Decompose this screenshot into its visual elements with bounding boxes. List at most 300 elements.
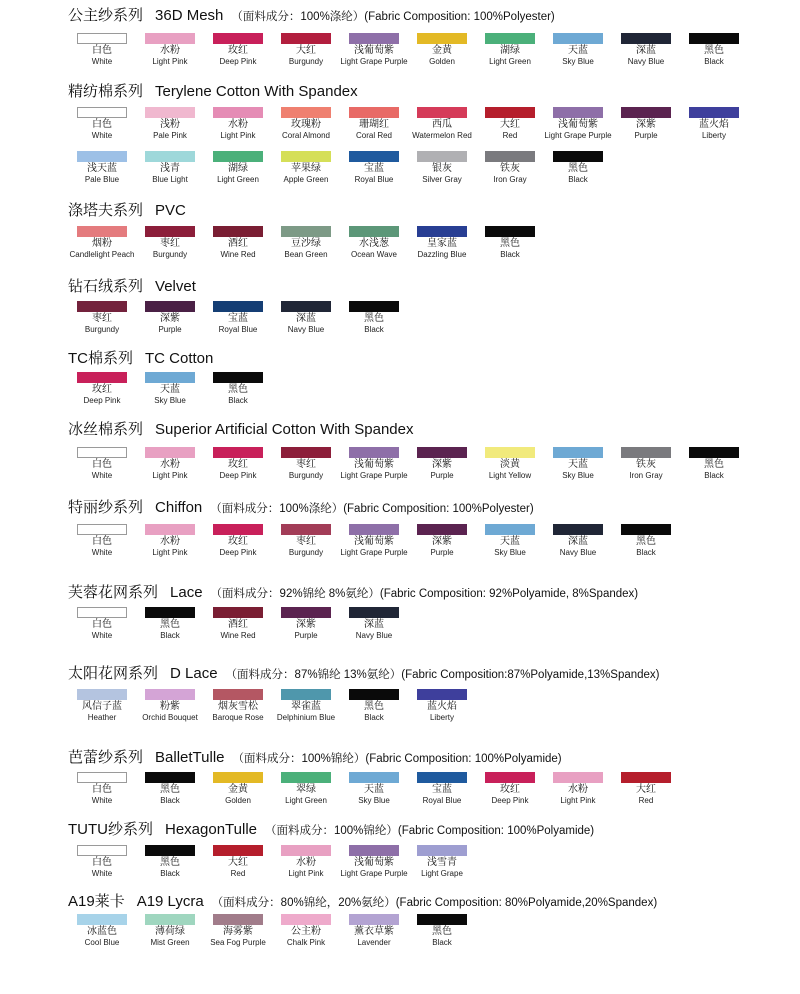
color-swatch [204, 372, 272, 406]
color-name-cn: 黑色 [432, 926, 452, 937]
color-name-cn: 枣红 [92, 313, 112, 324]
color-swatch [340, 845, 408, 879]
fabric-composition-note: （面料成分：92%锦纶 8%氨纶）(Fabric Composition: 92%Polyamide, 8%Spandex) [210, 588, 639, 600]
color-name-en: White [91, 548, 113, 557]
color-chip [621, 33, 671, 44]
color-name-cn: 大红 [228, 857, 248, 868]
color-name-en: Light Yellow [488, 471, 532, 480]
color-swatch [136, 151, 204, 185]
series-title-en: Terylene Cotton With Spandex [155, 83, 358, 100]
color-swatch [408, 914, 476, 948]
color-name-cn: 白色 [92, 536, 112, 547]
color-swatch [612, 107, 680, 141]
fabric-composition-note: （面料成分：100%涤纶）(Fabric Composition: 100%Polyester) [210, 503, 534, 515]
color-chip [349, 447, 399, 458]
color-name-en: Coral Red [355, 131, 392, 140]
color-swatch [272, 689, 340, 723]
color-chip [77, 301, 127, 312]
fabric-composition-note: （面料成分：80%锦纶，20%氨纶）(Fabric Composition: 80%Polyamide,20%Spandex) [211, 897, 658, 909]
color-name-cn: 翠雀蓝 [291, 701, 321, 712]
color-swatch [136, 845, 204, 879]
color-swatch [408, 447, 476, 481]
series-title-en: 36D Mesh [155, 7, 224, 24]
color-swatch [68, 689, 136, 723]
color-swatch [612, 447, 680, 481]
color-swatch [340, 301, 408, 335]
color-swatch [272, 151, 340, 185]
color-name-cn: 水粉 [160, 536, 180, 547]
color-swatch [68, 372, 136, 406]
color-swatch [204, 226, 272, 260]
color-swatch [408, 772, 476, 806]
color-chip [553, 524, 603, 535]
color-swatch [68, 845, 136, 879]
color-name-en: White [91, 471, 113, 480]
color-swatch [476, 772, 544, 806]
color-chip [281, 772, 331, 783]
color-swatch [68, 107, 136, 141]
color-chip [145, 914, 195, 925]
color-name-cn: 浅天蓝 [87, 163, 117, 174]
color-chip [145, 107, 195, 118]
color-name-en: Purple [158, 325, 182, 334]
color-name-cn: 大红 [296, 45, 316, 56]
series-heading [68, 351, 213, 367]
color-name-en: Purple [430, 471, 454, 480]
color-name-en: Royal Blue [354, 175, 394, 184]
color-chip [145, 33, 195, 44]
color-name-cn: 浅雪青 [427, 857, 457, 868]
color-name-en: Sky Blue [154, 396, 186, 405]
color-name-cn: 薄荷绿 [155, 926, 185, 937]
color-name-cn: 风信子蓝 [82, 701, 122, 712]
color-swatch [476, 524, 544, 558]
series-heading [68, 666, 660, 682]
color-swatch [136, 914, 204, 948]
series-title-en: Velvet [155, 278, 196, 295]
color-swatch [544, 447, 612, 481]
color-swatch [204, 772, 272, 806]
color-chip [213, 524, 263, 535]
color-name-en: Bean Green [284, 250, 328, 259]
color-name-cn: 烟灰雪松 [218, 701, 258, 712]
color-chip [213, 607, 263, 618]
color-chip [77, 689, 127, 700]
color-chip [485, 226, 535, 237]
color-name-en: Navy Blue [287, 325, 325, 334]
color-swatch [340, 524, 408, 558]
color-swatch [204, 301, 272, 335]
color-name-cn: 烟粉 [92, 238, 112, 249]
color-chip [77, 33, 127, 44]
color-chip [485, 33, 535, 44]
color-name-cn: 铁灰 [636, 459, 656, 470]
color-chip [621, 447, 671, 458]
series-heading [68, 279, 196, 295]
color-swatch [680, 107, 748, 141]
color-name-cn: 薰衣草紫 [354, 926, 394, 937]
color-chip [349, 151, 399, 162]
color-swatch [680, 447, 748, 481]
color-swatch [68, 151, 136, 185]
series-title-cn: 冰丝棉系列 [68, 421, 144, 438]
color-name-en: White [91, 796, 113, 805]
color-name-cn: 苹果绿 [291, 163, 321, 174]
color-name-cn: 浅葡萄紫 [354, 536, 394, 547]
color-swatch [136, 607, 204, 641]
color-chip [145, 845, 195, 856]
color-chip [281, 447, 331, 458]
color-name-cn: 白色 [92, 619, 112, 630]
color-swatch [136, 447, 204, 481]
color-name-en: Liberty [429, 713, 454, 722]
color-name-cn: 深紫 [296, 619, 316, 630]
color-chip [213, 372, 263, 383]
color-name-en: Light Grape Purple [544, 131, 612, 140]
color-name-cn: 深紫 [636, 119, 656, 130]
color-name-en: Delphinium Blue [276, 713, 336, 722]
color-swatch [272, 845, 340, 879]
color-swatch [340, 226, 408, 260]
color-swatch [272, 226, 340, 260]
color-name-cn: 黑色 [364, 313, 384, 324]
color-swatch [136, 33, 204, 67]
color-name-cn: 黑色 [160, 857, 180, 868]
color-name-cn: 水浅葱 [359, 238, 389, 249]
color-name-cn: 枣红 [160, 238, 180, 249]
color-chip [281, 845, 331, 856]
color-swatch [408, 151, 476, 185]
color-chip [349, 33, 399, 44]
color-chip [281, 226, 331, 237]
color-name-en: Light Pink [560, 796, 596, 805]
fabric-composition-note: （面料成分：100%涤纶）(Fabric Composition: 100%Polyester) [231, 11, 555, 23]
color-swatch [544, 33, 612, 67]
color-chip [213, 107, 263, 118]
series-heading [68, 203, 186, 219]
color-name-en: Apple Green [283, 175, 329, 184]
color-name-en: Burgundy [288, 548, 324, 557]
color-name-cn: 蓝火焰 [427, 701, 457, 712]
color-chip [553, 33, 603, 44]
color-chip [281, 151, 331, 162]
color-name-cn: 水粉 [228, 119, 248, 130]
color-name-cn: 天蓝 [568, 459, 588, 470]
color-name-en: Deep Pink [219, 57, 257, 66]
color-swatch [340, 689, 408, 723]
color-chip [77, 151, 127, 162]
color-swatch [544, 107, 612, 141]
color-swatch [68, 607, 136, 641]
color-chip [689, 107, 739, 118]
color-chip [689, 447, 739, 458]
swatch-row [68, 447, 748, 487]
color-name-cn: 海雾紫 [223, 926, 253, 937]
color-chip [281, 607, 331, 618]
color-chip [145, 772, 195, 783]
color-swatch [68, 772, 136, 806]
color-name-en: Wine Red [220, 631, 256, 640]
color-name-en: Purple [294, 631, 318, 640]
color-chip [417, 914, 467, 925]
swatch-row [68, 524, 680, 564]
color-chip [281, 689, 331, 700]
color-swatch [272, 33, 340, 67]
color-swatch [272, 301, 340, 335]
color-chip [213, 226, 263, 237]
color-swatch [136, 107, 204, 141]
color-swatch [476, 107, 544, 141]
color-name-en: Light Grape Purple [340, 869, 408, 878]
swatch-row [68, 151, 612, 191]
series-heading [68, 500, 534, 516]
color-name-cn: 深紫 [432, 459, 452, 470]
swatch-row [68, 372, 272, 412]
color-name-cn: 浅青 [160, 163, 180, 174]
color-swatch [272, 772, 340, 806]
color-swatch [408, 524, 476, 558]
color-name-en: Light Pink [152, 57, 188, 66]
color-name-en: White [91, 57, 113, 66]
color-name-cn: 白色 [92, 784, 112, 795]
color-name-en: Coral Almond [281, 131, 331, 140]
color-name-cn: 淡黄 [500, 459, 520, 470]
color-swatch [204, 845, 272, 879]
color-name-en: Wine Red [220, 250, 256, 259]
color-chip [281, 914, 331, 925]
color-swatch [136, 226, 204, 260]
color-name-cn: 玫红 [228, 459, 248, 470]
color-chip [553, 447, 603, 458]
color-swatch [408, 689, 476, 723]
color-name-en: White [91, 131, 113, 140]
color-name-en: Light Pink [152, 548, 188, 557]
color-name-en: Chalk Pink [286, 938, 326, 947]
color-name-cn: 白色 [92, 119, 112, 130]
color-name-cn: 黑色 [704, 459, 724, 470]
series-title-cn: TUTU纱系列 [68, 821, 153, 838]
color-name-cn: 深蓝 [296, 313, 316, 324]
color-name-cn: 天蓝 [568, 45, 588, 56]
color-name-cn: 黑色 [228, 384, 248, 395]
color-name-en: Light Green [489, 57, 531, 66]
color-chip [213, 447, 263, 458]
color-name-en: Dazzling Blue [417, 250, 467, 259]
color-chip [417, 524, 467, 535]
color-name-cn: 黑色 [568, 163, 588, 174]
color-chip [349, 689, 399, 700]
color-swatch [68, 524, 136, 558]
color-name-en: Deep Pink [219, 548, 257, 557]
color-name-cn: 珊瑚红 [359, 119, 389, 130]
color-name-en: Sea Fog Purple [210, 938, 266, 947]
color-chip [417, 447, 467, 458]
color-name-en: Light Green [285, 796, 327, 805]
color-name-en: Candlelight Peach [69, 250, 135, 259]
color-name-cn: 黑色 [364, 701, 384, 712]
color-chip [689, 33, 739, 44]
color-swatch [136, 689, 204, 723]
color-name-cn: 黑色 [636, 536, 656, 547]
series-title-cn: 公主纱系列 [68, 7, 144, 24]
color-swatch [136, 372, 204, 406]
color-name-cn: 玫红 [500, 784, 520, 795]
color-chip [349, 107, 399, 118]
color-chip [145, 301, 195, 312]
series-title-cn: 特丽纱系列 [68, 499, 144, 516]
series-title-en: D Lace [170, 665, 218, 682]
color-name-en: Burgundy [84, 325, 120, 334]
color-name-en: Watermelon Red [412, 131, 472, 140]
color-name-en: Navy Blue [355, 631, 393, 640]
color-name-cn: 金黄 [228, 784, 248, 795]
color-swatch [340, 151, 408, 185]
color-swatch [408, 33, 476, 67]
color-swatch [204, 607, 272, 641]
color-name-cn: 枣红 [296, 536, 316, 547]
series-title-en: BalletTulle [155, 749, 225, 766]
color-name-en: Golden [225, 796, 251, 805]
color-name-cn: 玫红 [228, 536, 248, 547]
color-name-cn: 湖绿 [500, 45, 520, 56]
color-swatch [68, 914, 136, 948]
color-name-cn: 浅葡萄紫 [354, 459, 394, 470]
color-name-cn: 蓝火焰 [699, 119, 729, 130]
color-name-en: Silver Gray [422, 175, 462, 184]
series-title-en: TC Cotton [145, 350, 214, 367]
color-name-en: Black [500, 250, 520, 259]
series-heading [68, 8, 555, 24]
color-name-en: Navy Blue [559, 548, 597, 557]
series-title-cn: 钻石绒系列 [68, 278, 144, 295]
color-name-en: Sky Blue [358, 796, 390, 805]
color-chip [417, 772, 467, 783]
fabric-composition-note: （面料成分：100%锦纶）(Fabric Composition: 100%Polyamide) [265, 825, 595, 837]
color-name-cn: 大红 [500, 119, 520, 130]
color-name-cn: 宝蓝 [364, 163, 384, 174]
color-name-en: Light Pink [152, 471, 188, 480]
color-name-cn: 深蓝 [364, 619, 384, 630]
color-swatch [136, 524, 204, 558]
color-name-en: Iron Gray [629, 471, 663, 480]
color-chip [349, 524, 399, 535]
color-name-en: Black [160, 869, 180, 878]
color-name-cn: 黑色 [160, 619, 180, 630]
color-chip [77, 524, 127, 535]
color-name-en: Lavender [357, 938, 391, 947]
color-name-cn: 宝蓝 [228, 313, 248, 324]
color-chip [553, 107, 603, 118]
series-heading [68, 84, 358, 100]
color-name-cn: 银灰 [432, 163, 452, 174]
color-name-en: Red [638, 796, 654, 805]
color-chip [77, 226, 127, 237]
series-title-cn: 精纺棉系列 [68, 83, 144, 100]
color-name-cn: 玫红 [228, 45, 248, 56]
series-title-en: HexagonTulle [165, 821, 257, 838]
color-chip [213, 845, 263, 856]
color-chip [77, 772, 127, 783]
color-name-en: Light Green [217, 175, 259, 184]
series-title-cn: A19莱卡 [68, 893, 125, 910]
color-name-en: Burgundy [152, 250, 188, 259]
color-chip [553, 151, 603, 162]
color-name-en: Black [704, 57, 724, 66]
color-name-cn: 黑色 [160, 784, 180, 795]
color-chip [485, 772, 535, 783]
color-name-en: Light Pink [220, 131, 256, 140]
color-chip [145, 524, 195, 535]
color-swatch [612, 524, 680, 558]
color-swatch [272, 607, 340, 641]
series-title-en: Lace [170, 584, 203, 601]
color-swatch [408, 107, 476, 141]
color-chip [349, 607, 399, 618]
color-name-en: Royal Blue [218, 325, 258, 334]
color-chip [621, 772, 671, 783]
color-name-cn: 水粉 [160, 459, 180, 470]
color-swatch [612, 33, 680, 67]
color-name-cn: 深紫 [432, 536, 452, 547]
series-title-en: A19 Lycra [136, 893, 204, 910]
color-name-cn: 玫红 [92, 384, 112, 395]
color-swatch [680, 33, 748, 67]
color-chip [213, 301, 263, 312]
color-chip [417, 107, 467, 118]
color-name-en: Black [364, 325, 384, 334]
color-name-en: Deep Pink [491, 796, 529, 805]
color-name-cn: 白色 [92, 857, 112, 868]
color-name-cn: 枣红 [296, 459, 316, 470]
color-swatch [204, 33, 272, 67]
color-name-cn: 水粉 [160, 45, 180, 56]
color-chip [349, 301, 399, 312]
series-heading [68, 750, 562, 766]
color-name-cn: 西瓜 [432, 119, 452, 130]
color-name-cn: 大红 [636, 784, 656, 795]
series-title-cn: 芙蓉花网系列 [68, 584, 159, 601]
color-name-en: Black [160, 796, 180, 805]
color-swatch [340, 914, 408, 948]
color-chip [77, 372, 127, 383]
color-chip [145, 151, 195, 162]
color-name-en: Light Grape Purple [340, 548, 408, 557]
color-name-cn: 浅葡萄紫 [354, 857, 394, 868]
swatch-row [68, 607, 408, 647]
color-name-en: Liberty [701, 131, 726, 140]
color-name-cn: 深蓝 [636, 45, 656, 56]
color-swatch [272, 107, 340, 141]
color-chip [77, 447, 127, 458]
color-name-en: Pale Pink [153, 131, 187, 140]
color-swatch [476, 151, 544, 185]
color-swatch [340, 33, 408, 67]
swatch-row [68, 845, 476, 885]
color-name-cn: 玫瑰粉 [291, 119, 321, 130]
color-chip [485, 107, 535, 118]
fabric-composition-note: （面料成分：87%锦纶 13%氨纶）(Fabric Composition:87%Polyamide,13%Spandex) [225, 669, 660, 681]
color-name-cn: 浅葡萄紫 [354, 45, 394, 56]
swatch-row [68, 226, 544, 266]
color-name-en: Red [502, 131, 518, 140]
color-swatch [136, 301, 204, 335]
color-swatch [68, 447, 136, 481]
color-name-cn: 冰蓝色 [87, 926, 117, 937]
series-title-cn: 芭蕾纱系列 [68, 749, 144, 766]
color-name-en: Light Grape [421, 869, 463, 878]
color-swatch [408, 226, 476, 260]
color-name-en: Sky Blue [494, 548, 526, 557]
